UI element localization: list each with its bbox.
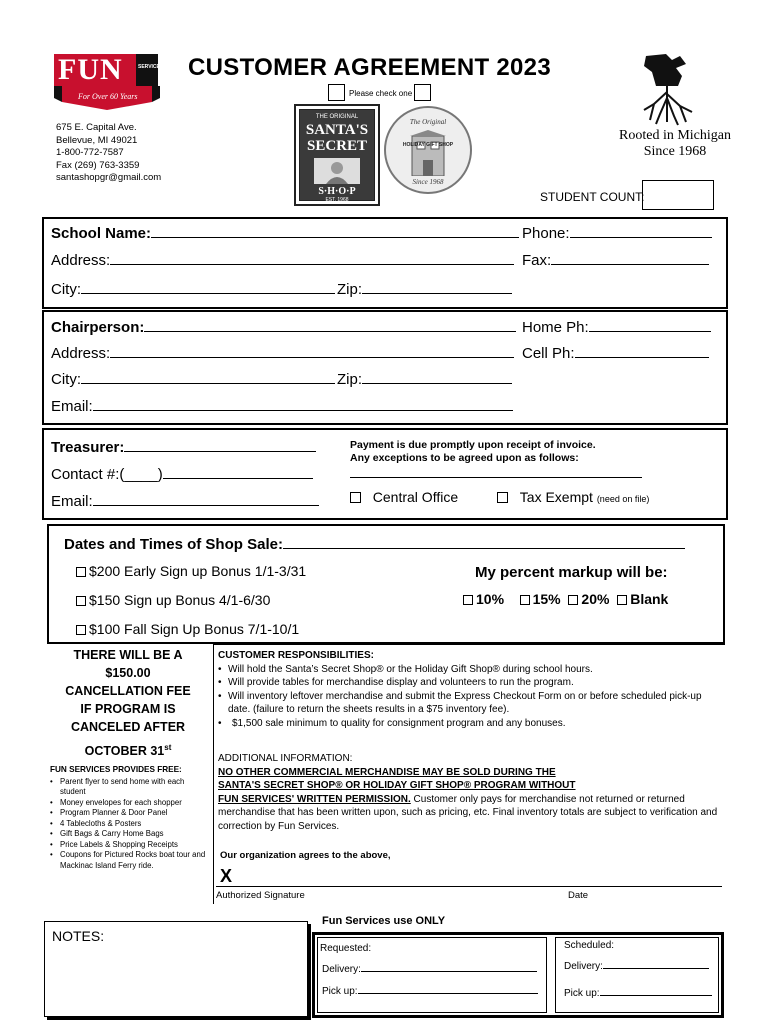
- contact-label: Contact #:(____): [51, 466, 163, 483]
- treasurer-email-label: Email:: [51, 493, 93, 510]
- signature-line[interactable]: [216, 886, 722, 887]
- markup-10-checkbox[interactable]: [463, 595, 473, 605]
- additional-title: ADDITIONAL INFORMATION:: [218, 753, 353, 764]
- school-zip-field[interactable]: [362, 280, 512, 294]
- chair-zip-row: [337, 370, 512, 388]
- central-office-checkbox[interactable]: [350, 492, 361, 503]
- student-count-field[interactable]: [642, 180, 714, 210]
- holiday-logo-top: The Original: [409, 118, 447, 126]
- cell-phone-row: [522, 344, 709, 362]
- responsibility-item: • Will hold the Santa’s Secret Shop® or the Holiday Gift Shop® during school hours.: [218, 663, 724, 677]
- provides-item: • Coupons for Pictured Rocks boat tour and Mackinac Island Ferry ride.: [50, 850, 212, 871]
- email-line: santashopgr@gmail.com: [56, 172, 162, 183]
- school-address-field[interactable]: [110, 251, 514, 265]
- requested-delivery-field[interactable]: [361, 963, 537, 972]
- markup-10-option[interactable]: [463, 591, 504, 607]
- chairperson-label: Chairperson:: [51, 319, 145, 336]
- signup-bonus-option[interactable]: [76, 592, 270, 608]
- provides-free: [50, 765, 212, 871]
- contact-row: [51, 465, 313, 483]
- scheduled-label: Scheduled:: [564, 940, 615, 951]
- school-address-row: [51, 251, 514, 269]
- santa-logo-name1: SANTA'S: [305, 122, 369, 138]
- treasurer-label: Treasurer:: [51, 439, 125, 456]
- scheduled-delivery-field[interactable]: [603, 960, 709, 969]
- dates-field[interactable]: [283, 535, 685, 549]
- treasurer-email-row: [51, 492, 319, 510]
- cancel-line: THERE WILL BE A: [73, 648, 183, 662]
- fun-logo-letters: FUN: [58, 53, 123, 86]
- requested-delivery-label: Delivery:: [322, 964, 361, 975]
- signup-bonus-checkbox[interactable]: [76, 596, 86, 606]
- santa-logo-est: EST. 1968: [325, 197, 349, 203]
- chair-zip-label: Zip:: [337, 371, 363, 388]
- holiday-gift-shop-logo: [384, 106, 472, 194]
- michigan-roots-icon: [636, 52, 702, 126]
- provides-list: [50, 777, 212, 872]
- responsibilities-top-rule: [213, 644, 725, 645]
- cell-phone-label: Cell Ph:: [522, 345, 575, 362]
- chairperson-row: [51, 318, 516, 336]
- no-other-merch-3-row: [218, 793, 722, 834]
- rooted-in-michigan: [600, 128, 750, 160]
- no-other-merch-2: SANTA'S SECRET SHOP® OR HOLIDAY GIFT SHOP® PROGRAM WITHOUT: [218, 780, 576, 791]
- santa-figure: [314, 158, 360, 184]
- early-bonus-label: $200 Early Sign up Bonus 1/1-3/31: [89, 563, 307, 579]
- rooted-line2: Since 1968: [643, 144, 707, 159]
- school-city-row: [51, 280, 335, 298]
- exceptions-field[interactable]: [350, 466, 642, 478]
- fall-bonus-option[interactable]: [76, 621, 299, 637]
- office-use-title: Fun Services use ONLY: [322, 915, 446, 927]
- responsibility-item: • Will inventory leftover merchandise and submit the Express Checkout Form on or before scheduled pick-up date. (failure to return the sheets results in a $75 inventory fee).: [218, 690, 724, 717]
- provides-title: FUN SERVICES PROVIDES FREE:: [50, 765, 182, 774]
- treasurer-row: [51, 438, 316, 456]
- markup-20-label: 20%: [581, 591, 610, 607]
- requested-row: [320, 943, 371, 954]
- school-zip-row: [337, 280, 512, 298]
- shop-building-icon: [408, 130, 448, 176]
- dates-title: Dates and Times of Shop Sale:: [64, 536, 283, 553]
- santas-secret-shop-logo: [294, 104, 380, 206]
- responsibilities-title: CUSTOMER RESPONSIBILITIES:: [218, 650, 374, 661]
- school-name-label: School Name:: [51, 225, 152, 242]
- chair-address-row: [51, 344, 514, 362]
- authorized-signature-label: Authorized Signature: [216, 890, 305, 901]
- santa-logo-shop: S·H·O·P: [318, 186, 356, 197]
- scheduled-pickup-field[interactable]: [600, 987, 712, 996]
- requested-pickup-label: Pick up:: [322, 986, 358, 997]
- rooted-line1: Rooted in Michigan: [619, 128, 731, 143]
- holiday-logo-since: Since 1968: [412, 178, 444, 186]
- markup-20-checkbox[interactable]: [568, 595, 578, 605]
- october-label: OCTOBER 31: [84, 744, 165, 759]
- markup-15-checkbox[interactable]: [520, 595, 530, 605]
- address-line: 675 E. Capital Ave.: [56, 122, 137, 133]
- responsibility-item: • Will provide tables for merchandise display and volunteers to run the program.: [218, 676, 724, 690]
- markup-10-label: 10%: [476, 591, 505, 607]
- fax-line: Fax (269) 763-3359: [56, 159, 140, 171]
- school-phone-field[interactable]: [570, 224, 712, 238]
- school-fax-field[interactable]: [551, 251, 709, 265]
- markup-blank-checkbox[interactable]: [617, 595, 627, 605]
- no-other-merch-3: FUN SERVICES' WRITTEN PERMISSION.: [218, 793, 411, 805]
- phone-line: 1-800-772-7587: [56, 147, 124, 158]
- provides-item: • Price Labels & Shopping Receipts: [50, 840, 212, 851]
- tax-exempt-option[interactable]: [497, 489, 649, 505]
- cancel-line: IF PROGRAM IS: [80, 702, 176, 716]
- no-other-merch-1: NO OTHER COMMERCIAL MERCHANDISE MAY BE SOLD DURING THE: [218, 766, 556, 778]
- school-city-field[interactable]: [81, 280, 335, 294]
- cancel-line: $150.00: [105, 666, 151, 680]
- requested-delivery-row: [322, 963, 537, 975]
- tax-exempt-checkbox[interactable]: [497, 492, 508, 503]
- holiday-logo-name: HOLIDAY GIFT SHOP: [402, 142, 454, 148]
- signup-bonus-label: $150 Sign up Bonus 4/1-6/30: [89, 592, 271, 608]
- responsibilities-list: [218, 663, 724, 731]
- markup-options: [463, 591, 668, 607]
- markup-15-option[interactable]: [520, 591, 561, 607]
- school-fax-row: [522, 251, 709, 269]
- markup-blank-label: Blank: [630, 591, 669, 607]
- payment-line2: Any exceptions to be agreed upon as follows:: [350, 452, 579, 464]
- home-phone-field[interactable]: [589, 318, 711, 332]
- treasurer-email-field[interactable]: [93, 492, 319, 506]
- chair-city-row: [51, 370, 335, 388]
- signature-x-mark: X: [220, 866, 233, 886]
- chair-email-label: Email:: [51, 398, 93, 415]
- central-office-option[interactable]: [350, 489, 458, 505]
- school-name-field[interactable]: [151, 224, 519, 238]
- please-check-label: Please check one: [349, 89, 413, 98]
- holiday-choice-checkbox[interactable]: [414, 84, 431, 101]
- fall-bonus-label: $100 Fall Sign Up Bonus 7/1-10/1: [89, 621, 300, 637]
- address-line: Bellevue, MI 49021: [56, 134, 138, 146]
- provides-item: • Parent flyer to send home with each student: [50, 777, 212, 798]
- payment-line1: Payment is due promptly upon receipt of invoice.: [350, 439, 596, 451]
- markup-20-option[interactable]: [568, 591, 609, 607]
- santa-icon: [314, 158, 360, 184]
- chairperson-field[interactable]: [144, 318, 516, 332]
- provides-item: • Money envelopes for each shopper: [50, 798, 212, 809]
- customer-pays-text: Customer only pays for merchandise not returned or returned merchandise that has been written upon, such as pricing, etc. Final inventory totals are subject to verification and correction by Fun Services.: [218, 793, 718, 832]
- page-title: CUSTOMER AGREEMENT 2023: [188, 54, 551, 81]
- early-bonus-option[interactable]: [76, 563, 306, 579]
- chair-address-label: Address:: [51, 345, 111, 362]
- tax-exempt-label: Tax Exempt: [519, 489, 593, 505]
- chair-zip-field[interactable]: [362, 370, 512, 384]
- school-fax-label: Fax:: [522, 252, 552, 269]
- central-office-label: Central Office: [372, 489, 459, 505]
- company-address: [56, 122, 161, 185]
- provides-item: • Gift Bags & Carry Home Bags: [50, 829, 212, 840]
- santa-logo-top: THE ORIGINAL: [315, 114, 359, 120]
- school-city-label: City:: [51, 281, 81, 298]
- chair-email-field[interactable]: [93, 397, 513, 411]
- fun-logo-banner: For Over 60 Years: [78, 92, 138, 101]
- need-on-file-label: (need on file): [596, 494, 650, 504]
- santa-logo-name2: SECRET: [306, 138, 368, 154]
- requested-pickup-field[interactable]: [358, 985, 538, 994]
- school-phone-row: [522, 224, 712, 242]
- home-phone-label: Home Ph:: [522, 319, 589, 336]
- requested-label: Requested:: [320, 943, 372, 954]
- school-zip-label: Zip:: [337, 281, 363, 298]
- scheduled-pickup-label: Pick up:: [564, 988, 600, 999]
- scheduled-row: [564, 940, 614, 951]
- chair-city-label: City:: [51, 371, 81, 388]
- payment-terms: [350, 439, 596, 465]
- school-address-label: Address:: [51, 252, 111, 269]
- responsibility-item: • $1,500 sale minimum to quality for consignment program and any bonuses.: [218, 717, 724, 731]
- chair-address-field[interactable]: [110, 344, 514, 358]
- date-label: Date: [568, 890, 589, 901]
- provides-item: • 4 Tablecloths & Posters: [50, 819, 212, 830]
- notes-label: NOTES:: [52, 928, 105, 944]
- cancel-line: CANCELED AFTER: [70, 720, 186, 734]
- santa-choice-checkbox[interactable]: [328, 84, 345, 101]
- provides-item: • Program Planner & Door Panel: [50, 808, 212, 819]
- additional-information: [218, 752, 722, 833]
- markup-15-label: 15%: [532, 591, 561, 607]
- chair-city-field[interactable]: [81, 370, 335, 384]
- agrees-statement: Our organization agrees to the above,: [220, 850, 391, 861]
- dates-title-row: [64, 535, 685, 553]
- scheduled-delivery-label: Delivery:: [564, 961, 603, 972]
- cell-phone-field[interactable]: [575, 344, 709, 358]
- home-phone-row: [522, 318, 711, 336]
- chair-email-row: [51, 397, 513, 415]
- early-bonus-checkbox[interactable]: [76, 567, 86, 577]
- scheduled-pickup-row: [564, 987, 712, 999]
- fun-logo-side: SERVICES: [138, 64, 164, 70]
- cancellation-notice: [46, 646, 210, 760]
- student-count-label: STUDENT COUNT:: [540, 190, 645, 204]
- cancel-line: CANCELLATION FEE: [65, 684, 191, 698]
- school-name-row: [51, 224, 519, 242]
- holiday-building: [408, 130, 448, 176]
- school-phone-label: Phone:: [522, 225, 570, 242]
- michigan-tree-logo: [636, 52, 702, 126]
- treasurer-field[interactable]: [124, 438, 316, 452]
- customer-responsibilities: [218, 649, 724, 730]
- contact-field[interactable]: [163, 465, 313, 479]
- responsibilities-divider: [213, 644, 214, 904]
- cancel-deadline: [46, 739, 210, 760]
- scheduled-delivery-row: [564, 960, 709, 972]
- markup-title: My percent markup will be:: [475, 564, 668, 581]
- fall-bonus-checkbox[interactable]: [76, 625, 86, 635]
- october-sup: st: [164, 743, 172, 752]
- markup-blank-option[interactable]: [617, 591, 668, 607]
- fun-services-logo: [52, 50, 162, 112]
- requested-pickup-row: [322, 985, 538, 997]
